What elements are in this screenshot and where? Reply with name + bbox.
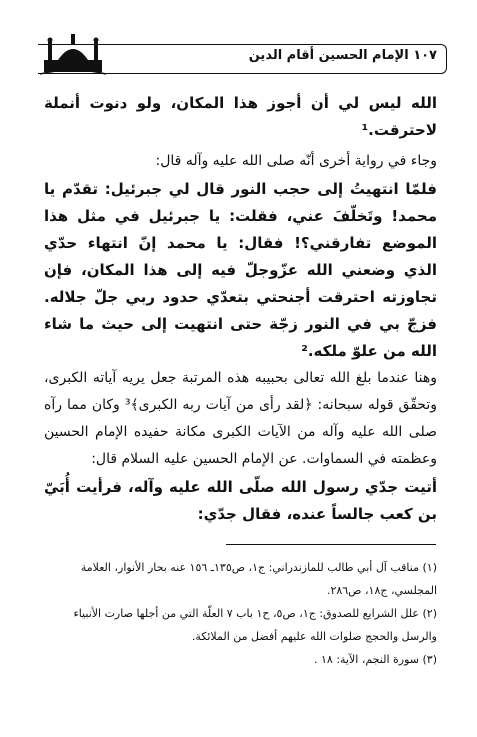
footnote-1: (١) مناقب آل أبي طالب للمازندراني: ج١، ص١٣٥ـ ١٥٦ عنه بحار الأنوار، العلامة المجلسي، ج١٨، ص٢٨٦. <box>80 561 437 597</box>
mosque-emblem-icon <box>38 30 108 76</box>
quote-paragraph-1: الله ليس لي أن أجوز هذا المكان، ولو دنوت أنملة لاحترقت.¹ <box>44 94 437 139</box>
quote-paragraph-3: فلمّا انتهيتُ إلى حجب النور قال لي جبرئيل: تقدّم يا محمد! وتَخلّفَ عني، فقلت: يا جبرئيل في مثل هذا الموضع تفارقني؟! فقال: يا محمد إنّ انتهاء حدّي الذي وضعني الله عزّوجلّ فيه إلى هذا المكان، فإن تجاوزته احترقت أجنحتي بتعدّي حدود ربي جلّ جلاله. فزجّ بي في النور زجّة حتى انتهيت إلى حيث ما شاء الله من علوّ ملكه.² <box>44 180 437 360</box>
footnote-2: (٢) علل الشرايع للصدوق: ج١، ص٥، ح١ باب ٧ العلّة التي من أجلها صارت الأنبياء والرسل والحجج صلوات الله عليهم أفضل من الملائكة. <box>73 607 437 643</box>
footnotes <box>44 556 437 671</box>
paragraph-2: وجاء في رواية أخرى أنّه صلى الله عليه وآله قال: <box>155 153 437 169</box>
paragraph-4: وهنا عندما بلغ الله تعالى بحبيبه هذه المرتبة جعل يريه آياته الكبرى، وتحقّق قوله سبحانه: ﴿لقد رأى من آيات ربه الكبرى﴾³ وكان مما رآه صلى الله عليه وآله من الآيات الكبرى مكانة حفيده الإمام الحسين وعظمته في السماوات. عن الإمام الحسين عليه السلام قال: <box>44 370 437 467</box>
footnote-divider <box>226 544 436 545</box>
quote-paragraph-5: أتيت جدّي رسول الله صلّى الله عليه وآله، فرأيت أُبَيّ بن كعب جالساً عنده، فقال جدّي: <box>44 478 437 523</box>
running-title: ١٠٧ الإمام الحسين أقام الدين <box>248 48 437 63</box>
footnote-3: (٣) سورة النجم، الآية: ١٨ . <box>314 653 437 666</box>
page-header <box>38 30 447 80</box>
